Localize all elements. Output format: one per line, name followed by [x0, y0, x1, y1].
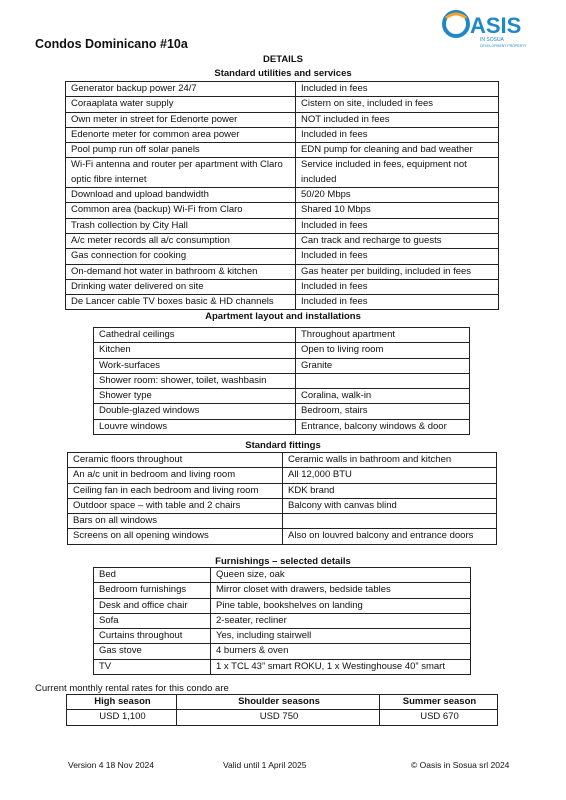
row-value: 4 burners & oven: [211, 644, 471, 659]
row-value: 50/20 Mbps: [296, 188, 499, 203]
row-value: Can track and recharge to guests: [296, 233, 499, 248]
row-value: Granite: [296, 358, 470, 373]
row-item: De Lancer cable TV boxes basic & HD channels: [66, 295, 296, 310]
row-value: Coralina, walk-in: [296, 389, 470, 404]
row-item: Shower room: shower, toilet, washbasin: [94, 373, 296, 388]
rates-value-row: [67, 710, 498, 725]
table-row: [94, 629, 471, 644]
utilities-table: [65, 81, 499, 310]
table-row: [94, 419, 470, 434]
table-row: [68, 529, 497, 544]
row-item: TV: [94, 659, 211, 674]
row-value: Open to living room: [296, 343, 470, 358]
furnishings-heading: Furnishings – selected details: [215, 556, 351, 567]
row-item: Screens on all opening windows: [68, 529, 283, 544]
fittings-heading: Standard fittings: [245, 440, 321, 451]
table-row: [94, 598, 471, 613]
row-value: EDN pump for cleaning and bad weather: [296, 143, 499, 158]
row-value: Entrance, balcony windows & door: [296, 419, 470, 434]
rates-header-high: High season: [67, 695, 177, 710]
table-row: [66, 279, 499, 294]
row-value: Mirror closet with drawers, bedside tables: [211, 583, 471, 598]
oasis-logo-graphic: [440, 6, 530, 50]
layout-table: [93, 327, 470, 435]
logo-text: ASIS: [470, 13, 522, 38]
row-item: Bed: [94, 568, 211, 583]
table-row: [94, 328, 470, 343]
footer-version: Version 4 18 Nov 2024: [68, 760, 155, 770]
row-value: Also on louvred balcony and entrance doors: [283, 529, 497, 544]
row-value: 2-seater, recliner: [211, 613, 471, 628]
row-value: Gas heater per building, included in fees: [296, 264, 499, 279]
row-item: Bars on all windows: [68, 514, 283, 529]
fittings-table: [67, 452, 497, 545]
row-item: Kitchen: [94, 343, 296, 358]
row-value: 1 x TCL 43” smart ROKU, 1 x Westinghouse 40” smart: [211, 659, 471, 674]
row-item: Louvre windows: [94, 419, 296, 434]
table-row: [68, 453, 497, 468]
table-row: [94, 583, 471, 598]
row-value: [296, 373, 470, 388]
table-row: [68, 498, 497, 513]
row-item: Edenorte meter for common area power: [66, 127, 296, 142]
row-value: Included in fees: [296, 249, 499, 264]
row-value: Bedroom, stairs: [296, 404, 470, 419]
row-item: Generator backup power 24/7: [66, 82, 296, 97]
row-item: A/c meter records all a/c consumption: [66, 233, 296, 248]
row-item: Coraaplata water supply: [66, 97, 296, 112]
table-row: [66, 218, 499, 233]
table-row: [94, 389, 470, 404]
row-value: Yes, including stairwell: [211, 629, 471, 644]
row-item: Pool pump run off solar panels: [66, 143, 296, 158]
rate-shoulder: USD 750: [177, 710, 380, 725]
row-value: NOT included in fees: [296, 112, 499, 127]
rates-header-shoulder: Shoulder seasons: [177, 695, 380, 710]
table-row: [94, 659, 471, 674]
page-title: Condos Dominicano #10a: [35, 37, 188, 51]
row-item: Outdoor space – with table and 2 chairs: [68, 498, 283, 513]
rates-header-summer: Summer season: [380, 695, 498, 710]
row-value: [283, 514, 497, 529]
row-item: Wi-Fi antenna and router per apartment with Claro optic fibre internet: [66, 158, 296, 188]
table-row: [66, 264, 499, 279]
row-value: Queen size, oak: [211, 568, 471, 583]
row-value: Throughout apartment: [296, 328, 470, 343]
table-row: [68, 483, 497, 498]
row-item: Ceramic floors throughout: [68, 453, 283, 468]
furnishings-table: [93, 567, 471, 675]
table-row: [94, 343, 470, 358]
row-value: All 12,000 BTU: [283, 468, 497, 483]
row-value: Pine table, bookshelves on landing: [211, 598, 471, 613]
table-row: [66, 143, 499, 158]
rate-summer: USD 670: [380, 710, 498, 725]
row-value: Cistern on site, included in fees: [296, 97, 499, 112]
row-item: Desk and office chair: [94, 598, 211, 613]
row-value: Balcony with canvas blind: [283, 498, 497, 513]
rates-table: [66, 694, 498, 726]
row-value: Shared 10 Mbps: [296, 203, 499, 218]
details-heading: DETAILS: [263, 54, 303, 65]
row-item: Double-glazed windows: [94, 404, 296, 419]
footer-valid: Valid until 1 April 2025: [223, 760, 307, 770]
row-value: Included in fees: [296, 82, 499, 97]
row-item: Trash collection by City Hall: [66, 218, 296, 233]
row-item: On-demand hot water in bathroom & kitchen: [66, 264, 296, 279]
rates-header-row: [67, 695, 498, 710]
row-item: Work-surfaces: [94, 358, 296, 373]
logo-sub1: IN SOSUA: [480, 37, 504, 43]
row-item: Shower type: [94, 389, 296, 404]
table-row: [66, 188, 499, 203]
table-row: [68, 468, 497, 483]
table-row: [66, 295, 499, 310]
row-value: Service included in fees, equipment not included: [296, 158, 499, 188]
row-item: Cathedral ceilings: [94, 328, 296, 343]
row-item: Sofa: [94, 613, 211, 628]
table-row: [66, 249, 499, 264]
row-item: Drinking water delivered on site: [66, 279, 296, 294]
table-row: [94, 373, 470, 388]
table-row: [94, 644, 471, 659]
logo-sub2: DEVELOPMENT PROPERTY: [480, 44, 527, 48]
row-item: Bedroom furnishings: [94, 583, 211, 598]
footer-copyright: © Oasis in Sosua srl 2024: [411, 760, 510, 770]
row-item: Own meter in street for Edenorte power: [66, 112, 296, 127]
table-row: [66, 97, 499, 112]
row-item: An a/c unit in bedroom and living room: [68, 468, 283, 483]
table-row: [66, 127, 499, 142]
table-row: [66, 82, 499, 97]
row-value: Included in fees: [296, 295, 499, 310]
row-item: Gas stove: [94, 644, 211, 659]
row-item: Gas connection for cooking: [66, 249, 296, 264]
row-value: KDK brand: [283, 483, 497, 498]
table-row: [66, 158, 499, 188]
table-row: [66, 203, 499, 218]
layout-heading: Apartment layout and installations: [205, 311, 361, 322]
table-row: [94, 613, 471, 628]
row-value: Ceramic walls in bathroom and kitchen: [283, 453, 497, 468]
row-value: Included in fees: [296, 218, 499, 233]
rate-high: USD 1,100: [67, 710, 177, 725]
table-row: [94, 568, 471, 583]
oasis-logo: [440, 6, 530, 50]
row-value: Included in fees: [296, 279, 499, 294]
table-row: [66, 112, 499, 127]
row-item: Download and upload bandwidth: [66, 188, 296, 203]
row-item: Common area (backup) Wi-Fi from Claro: [66, 203, 296, 218]
utilities-heading: Standard utilities and services: [214, 68, 352, 79]
table-row: [94, 358, 470, 373]
row-value: Included in fees: [296, 127, 499, 142]
table-row: [94, 404, 470, 419]
table-row: [68, 514, 497, 529]
table-row: [66, 233, 499, 248]
row-item: Ceiling fan in each bedroom and living room: [68, 483, 283, 498]
row-item: Curtains throughout: [94, 629, 211, 644]
rates-intro: Current monthly rental rates for this condo are: [35, 683, 229, 694]
